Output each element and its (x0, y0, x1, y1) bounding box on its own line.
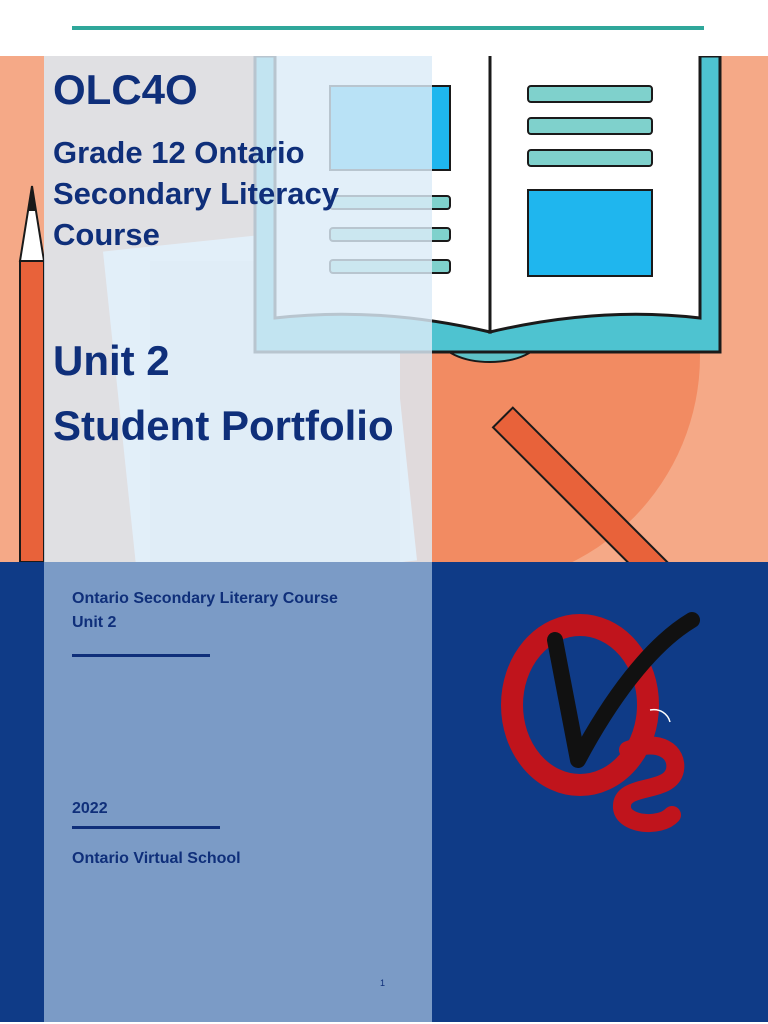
top-accent-rule (72, 26, 704, 30)
divider-rule (72, 654, 210, 657)
course-code: OLC4O (53, 66, 198, 113)
page-number: 1 (380, 978, 386, 988)
school-name: Ontario Virtual School (72, 850, 241, 867)
divider-rule (72, 826, 220, 829)
ovs-logo-icon (500, 610, 710, 835)
course-name-line: Ontario Secondary Literary Course (72, 590, 338, 607)
portfolio-heading: Student Portfolio (53, 402, 394, 449)
unit-line: Unit 2 (72, 614, 117, 631)
year: 2022 (72, 800, 108, 817)
course-subtitle: Grade 12 Ontario Secondary Literacy Course (53, 135, 340, 252)
unit-heading: Unit 2 (53, 337, 170, 384)
